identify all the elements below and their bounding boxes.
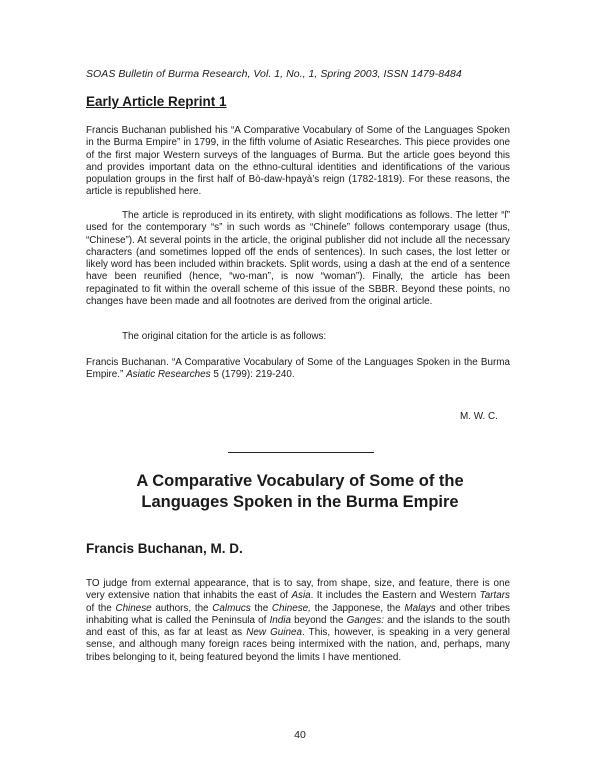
citation-text-b: 5 (1799): 219-240.	[210, 369, 295, 381]
body-italic: Tartars	[479, 590, 510, 602]
body-text: of the	[86, 602, 116, 614]
body-text: and other tribes inhabiting what is called the Peninsula of	[86, 602, 510, 626]
body-italic: Chinese,	[271, 602, 311, 614]
section-heading: Early Article Reprint 1	[86, 94, 227, 109]
body-italic: Chinese	[115, 602, 152, 614]
article-body-paragraph	[86, 578, 510, 664]
original-citation	[86, 357, 510, 382]
body-text: authors, the	[151, 602, 213, 614]
article-author: Francis Buchanan, M. D.	[86, 541, 243, 556]
citation-text-a: Francis Buchanan. “A Comparative Vocabulary of Some of the Languages Spoken in the Burma Empire.”	[86, 357, 510, 381]
article-title-line-2: Languages Spoken in the Burma Empire	[141, 493, 459, 511]
article-title	[86, 471, 514, 513]
intro-paragraph-2	[86, 210, 510, 308]
body-italic: Malays	[404, 602, 436, 614]
body-text: and the islands to the south and east of this, as far at least as	[86, 614, 511, 639]
body-italic: New Guinea	[246, 627, 302, 639]
body-text: TO judge from external appearance, that is to say, from shape, size, and feature, there is one very extensive nation that inhabits the east of	[86, 578, 510, 602]
body-italic: Ganges:	[346, 614, 384, 626]
intro-paragraph-3: The original citation for the article is as follows:	[122, 331, 327, 342]
long-s-glyph: ſ	[504, 210, 507, 221]
body-text: . This, however, is speaking in a very general sense, and although many foreign races being intermixed with the nation, and, perhaps, many tribes belonging to it, being featured beyond the limits I have mentioned.	[86, 627, 511, 663]
page-number: 40	[294, 729, 306, 741]
body-text: . It includes the Eastern and Western	[310, 590, 480, 602]
body-text: the	[250, 602, 272, 614]
body-text: the Japponese, the	[310, 602, 405, 614]
divider-rule	[228, 452, 374, 453]
body-italic: Calmucs	[212, 602, 251, 614]
citation-journal: Asiatic Researches	[126, 369, 211, 381]
body-text: beyond the	[290, 614, 347, 626]
p2-text-a: The article is reproduced in its entirety, with slight modifications as follows. The letter “	[122, 210, 505, 221]
editor-initials: M. W. C.	[460, 411, 498, 422]
body-italic: Asia	[291, 590, 311, 602]
p2-text-b: ” used for the contemporary “s” in such words as “Chine	[86, 210, 510, 234]
article-title-line-1: A Comparative Vocabulary of Some of the	[136, 472, 464, 490]
intro-paragraph-1: Francis Buchanan published his “A Comparative Vocabulary of Some of the Languages Spoken in the Burma Empire” in 1799, in the fifth volume of Asiatic Researches. This piece provides one of the first major Western surveys of the languages of Burma. But the article goes beyond this and provides important data on the ethno-cultural identities and identifications of the various population groups in the first half of Bò-daw-hpayà’s reign (1782-1819). For these reasons, the article is republished here.	[86, 125, 510, 198]
journal-citation: SOAS Bulletin of Burma Research, Vol. 1, No., 1, Spring 2003, ISSN 1479-8484	[86, 68, 462, 80]
p2-text-c: e” follows contemporary usage (thus, “Chinese”). At several points in the article, the original publisher did not include all the necessary characters (and sometimes lopped off the ends of sentences). In such cases, the lost letter or likely word has been included within brackets. Split words, using a dash at the end of a sentence have been reunified (hence, “wo-man”, is now “woman”). Finally, the article has been repaginated to fit within the overall scheme of this issue of the SBBR. Beyond these points, no changes have been made and all footnotes are derived from the original article.	[86, 222, 511, 308]
long-s-glyph: ſ	[339, 222, 342, 234]
body-italic: India	[269, 614, 291, 626]
